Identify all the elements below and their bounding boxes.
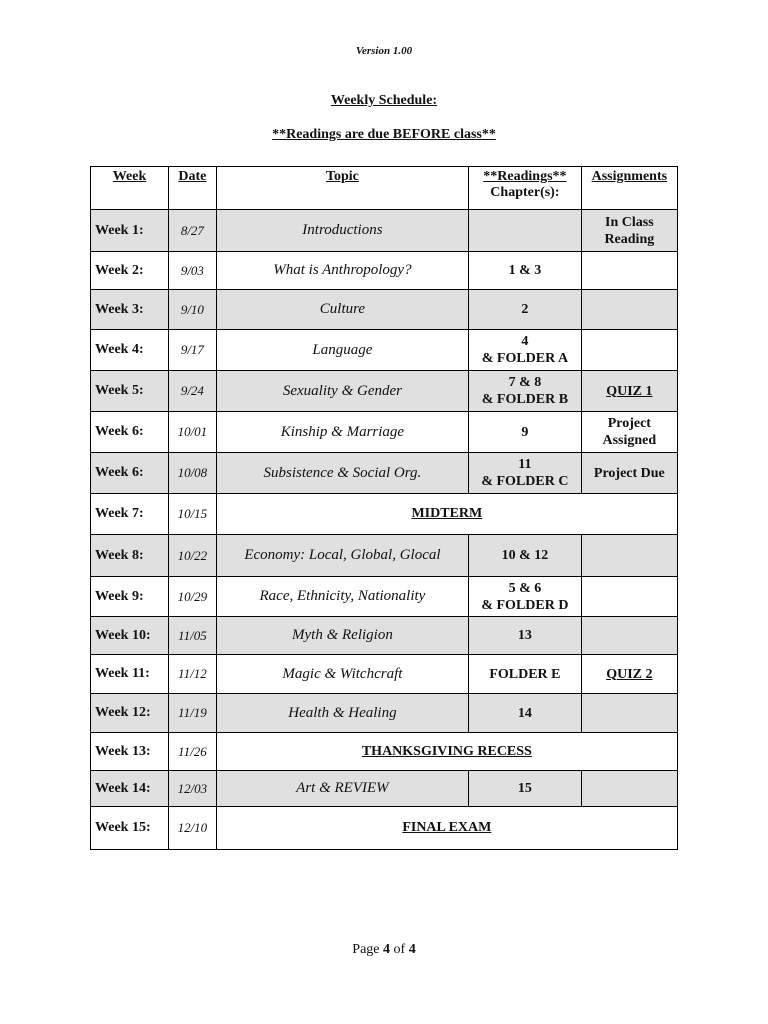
table-row [91,733,678,771]
header-assignments-label: Assignments [591,169,668,184]
header-assignments [581,167,677,210]
span-cell: THANKSGIVING RECESS [216,733,677,771]
schedule-body [91,210,678,850]
date-cell: 9/03 [169,252,217,290]
footer-middle: of [390,942,409,957]
page-footer [0,942,768,958]
week-cell: Week 11: [91,655,169,694]
date-cell: 12/10 [169,807,217,850]
readings-cell [469,210,582,252]
readings-note: **Readings are due BEFORE class** [272,127,496,142]
assignment-cell: Project Due [581,453,677,494]
topic-cell: Culture [216,290,468,330]
header-readings [469,167,582,210]
header-week: Week [91,167,169,210]
readings-cell: 13 [469,617,582,655]
date-cell: 11/26 [169,733,217,771]
assignment-cell [581,290,677,330]
assignment-cell: QUIZ 2 [581,655,677,694]
date-cell: 11/19 [169,694,217,733]
table-row [91,494,678,535]
assignment-cell: QUIZ 1 [581,371,677,412]
readings-cell: FOLDER E [469,655,582,694]
table-row [91,617,678,655]
date-cell: 10/22 [169,535,217,577]
table-row [91,577,678,617]
week-cell: Week 6: [91,453,169,494]
header-date: Date [169,167,217,210]
readings-cell: 15 [469,771,582,807]
readings-cell: 4 & FOLDER A [469,330,582,371]
date-cell: 12/03 [169,771,217,807]
footer-page: 4 [383,942,391,957]
assignment-cell: Project Assigned [581,412,677,453]
week-cell: Week 6: [91,412,169,453]
header-readings-line2: Chapter(s): [490,185,560,200]
date-cell: 10/08 [169,453,217,494]
date-cell: 10/29 [169,577,217,617]
readings-cell: 7 & 8 & FOLDER B [469,371,582,412]
week-cell: Week 4: [91,330,169,371]
table-row [91,453,678,494]
week-cell: Week 9: [91,577,169,617]
table-row [91,252,678,290]
assignment-cell [581,330,677,371]
week-cell: Week 2: [91,252,169,290]
topic-cell: Subsistence & Social Org. [216,453,468,494]
topic-cell: Race, Ethnicity, Nationality [216,577,468,617]
week-cell: Week 7: [91,494,169,535]
assignment-cell [581,535,677,577]
week-cell: Week 5: [91,371,169,412]
page-title: Weekly Schedule: [330,93,438,108]
assignment-cell: In Class Reading [581,210,677,252]
week-cell: Week 14: [91,771,169,807]
assignment-cell [581,771,677,807]
table-header-row [91,167,678,210]
date-cell: 11/12 [169,655,217,694]
date-cell: 8/27 [169,210,217,252]
version-label: Version 1.00 [355,45,413,57]
assignment-cell [581,694,677,733]
date-cell: 9/24 [169,371,217,412]
header-topic: Topic [216,167,468,210]
readings-cell: 5 & 6 & FOLDER D [469,577,582,617]
table-row [91,771,678,807]
table-row [91,290,678,330]
readings-cell: 10 & 12 [469,535,582,577]
table-row [91,655,678,694]
readings-cell: 11 & FOLDER C [469,453,582,494]
topic-cell: Kinship & Marriage [216,412,468,453]
date-cell: 11/05 [169,617,217,655]
table-row [91,807,678,850]
date-cell: 10/15 [169,494,217,535]
table-row [91,412,678,453]
topic-cell: Language [216,330,468,371]
week-cell: Week 13: [91,733,169,771]
topic-cell: Introductions [216,210,468,252]
date-cell: 9/10 [169,290,217,330]
table-row [91,535,678,577]
span-cell: FINAL EXAM [216,807,677,850]
readings-cell: 1 & 3 [469,252,582,290]
date-cell: 10/01 [169,412,217,453]
topic-cell: Health & Healing [216,694,468,733]
span-cell: MIDTERM [216,494,677,535]
week-cell: Week 15: [91,807,169,850]
topic-cell: Myth & Religion [216,617,468,655]
table-row [91,371,678,412]
week-cell: Week 12: [91,694,169,733]
table-row [91,330,678,371]
topic-cell: Magic & Witchcraft [216,655,468,694]
readings-cell: 14 [469,694,582,733]
week-cell: Week 10: [91,617,169,655]
date-cell: 9/17 [169,330,217,371]
readings-cell: 2 [469,290,582,330]
week-cell: Week 8: [91,535,169,577]
topic-cell: Sexuality & Gender [216,371,468,412]
assignment-cell [581,252,677,290]
assignment-cell [581,617,677,655]
footer-prefix: Page [352,942,384,957]
table-row [91,210,678,252]
readings-cell: 9 [469,412,582,453]
topic-cell: Art & REVIEW [216,771,468,807]
topic-cell: What is Anthropology? [216,252,468,290]
table-row [91,694,678,733]
assignment-cell [581,577,677,617]
week-cell: Week 3: [91,290,169,330]
header-readings-line1: **Readings** [483,169,567,184]
footer-total: 4 [408,942,416,957]
week-cell: Week 1: [91,210,169,252]
topic-cell: Economy: Local, Global, Glocal [216,535,468,577]
schedule-table [90,166,678,850]
